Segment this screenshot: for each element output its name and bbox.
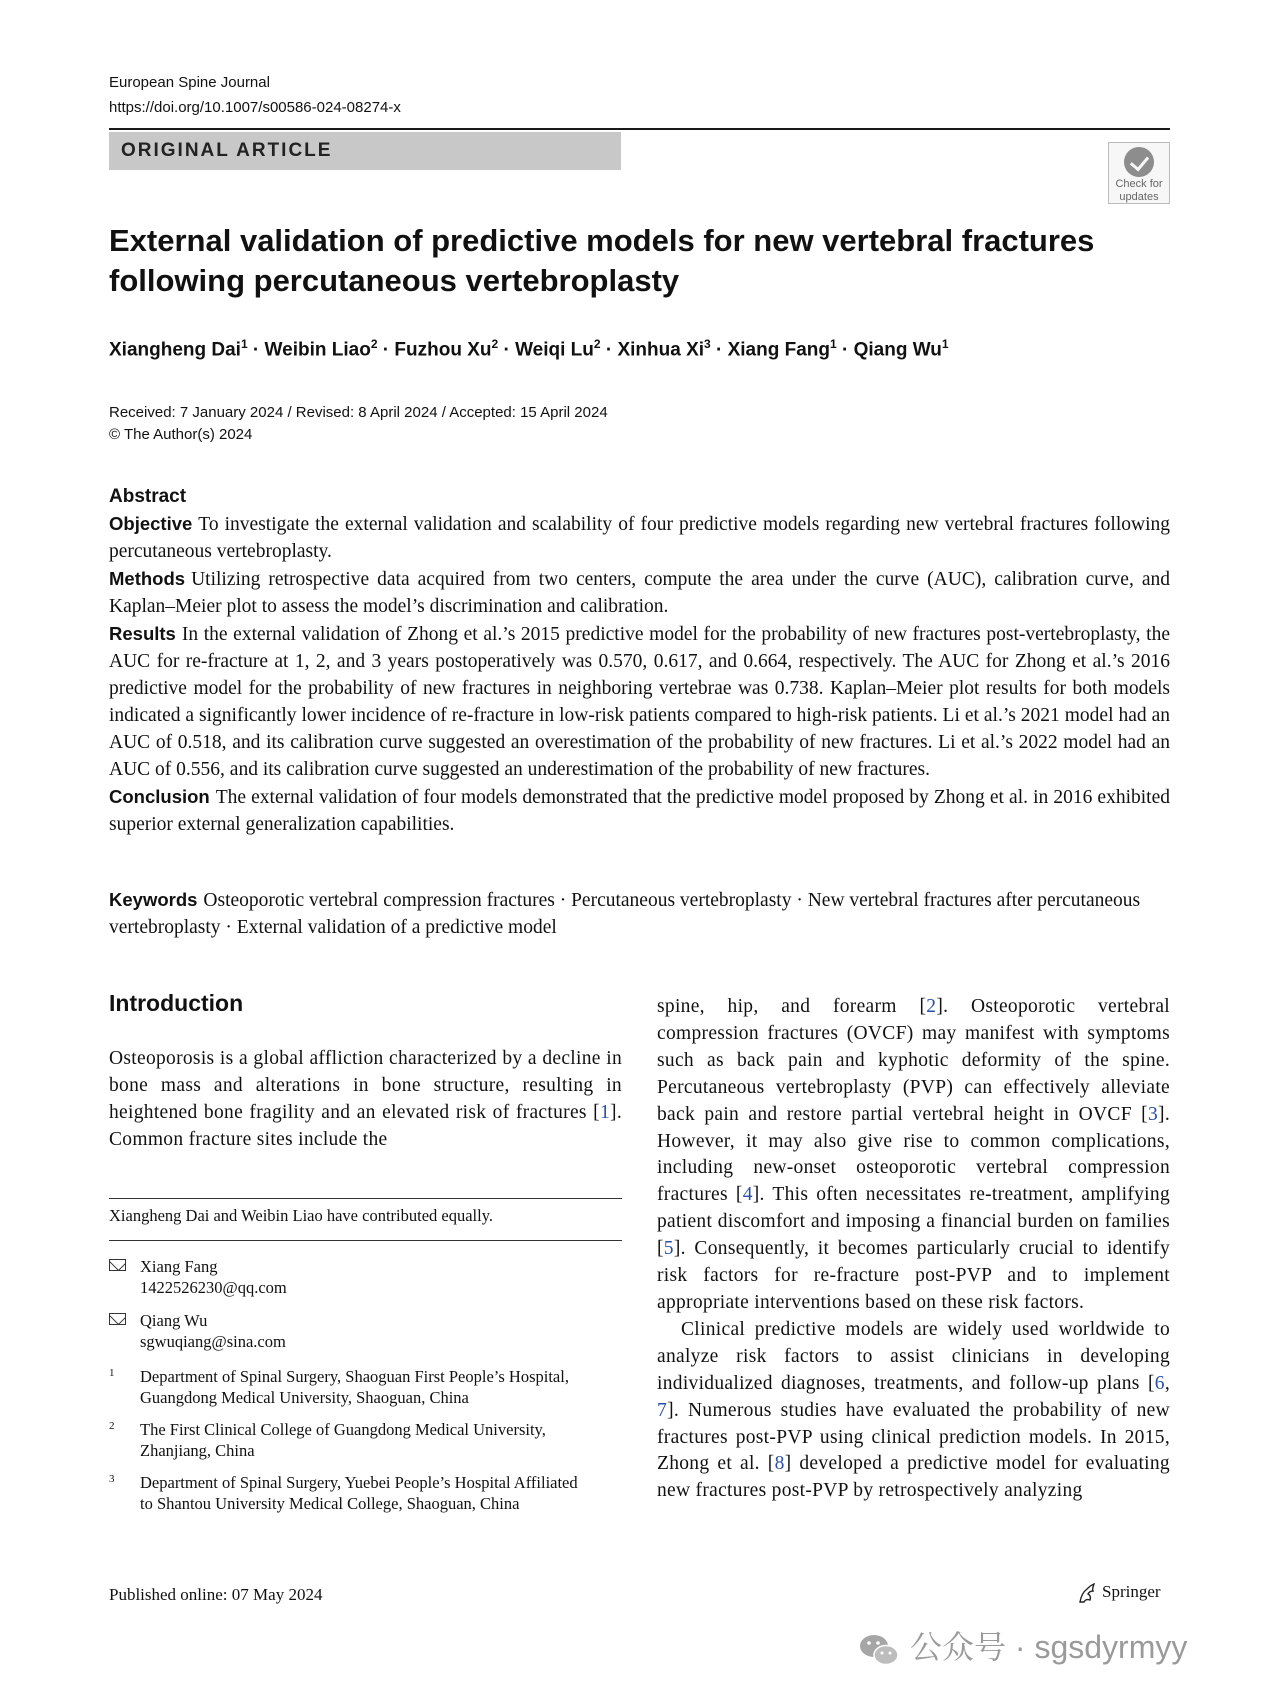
objective-text: To investigate the external validation and scalability of four predictive models regarding new vertebral fractures following percutaneous vertebroplasty. [109, 514, 1170, 562]
springer-logo [1076, 1582, 1161, 1604]
citation-link[interactable]: 7 [657, 1399, 668, 1421]
envelope-icon [109, 1259, 126, 1271]
watermark [858, 1622, 1187, 1668]
author-affiliation-mark: 2 [370, 337, 378, 351]
contact-name: Xiang Fang [140, 1257, 218, 1276]
title-line-1: External validation of predictive models for new vertebral fractures [109, 223, 1095, 258]
published-online: Published online: 07 May 2024 [109, 1585, 323, 1604]
journal-header [109, 70, 401, 120]
footnote-rule [109, 1198, 622, 1199]
conclusion-label: Conclusion [109, 786, 210, 807]
author-list: Xiangheng Dai$^1$ · Weibin Liao$^2$ · Fuzhou $Xu^2$ · Weiqi $Lu^2$ · Xinhua $Xi^3$ · Xiang Fang$^1$ · Qiang Wu$^1$ [109, 337, 949, 361]
abstract-objective [109, 510, 1170, 565]
header-rule [109, 128, 1170, 130]
affiliation-number: 3 [109, 1473, 115, 1485]
author-name[interactable]: Weibin Liao [264, 339, 371, 361]
author-name[interactable]: Xiang Fang [727, 339, 831, 361]
methods-text: Utilizing retrospective data acquired from two centers, compute the area under the curve (AUC), calibration curve, and Kaplan–Meier plot to assess the model’s discrimination and calibration. [109, 569, 1170, 617]
intro-left-column [109, 1045, 622, 1153]
publication-dates [109, 402, 608, 446]
intro-text: ]. Osteoporotic vertebral compression fractures (OVCF) may manifest with symptoms such as back pain and kyphotic deformity of the spine. Percutaneous vertebroplasty (PVP) can effectively alleviate back pain and restore partial vertebral height in OVCF [ [657, 996, 1170, 1125]
keywords-text: Osteoporotic vertebral compression fractures · Percutaneous vertebroplasty · New vertebral fractures after percutaneous vertebroplasty · External validation of a predictive model [109, 890, 1141, 938]
citation-link[interactable]: 2 [926, 996, 937, 1017]
introduction-heading: Introduction [109, 990, 244, 1016]
watermark-text: 公众号 · sgsdyrmyy [910, 1629, 1188, 1665]
citation-separator: , [1164, 1372, 1170, 1394]
author-affiliation-mark: 1 [240, 337, 248, 351]
copyright-line: © The Author(s) 2024 [109, 426, 253, 443]
results-label: Results [109, 623, 176, 644]
affiliation-text: The First Clinical College of Guangdong Medical University, Zhanjiang, China [140, 1420, 546, 1460]
intro-text: ]. Consequently, it becomes particularly crucial to identify risk factors for re-fracture post-PVP and to implement appropriate interventions based on these risk factors. [657, 1238, 1170, 1313]
affiliation-text: Department of Spinal Surgery, Yuebei People’s Hospital Affiliated to Shantou University Medical College, Shaoguan, China [140, 1473, 578, 1513]
conclusion-text: The external validation of four models demonstrated that the predictive model proposed by Zhong et al. in 2016 exhibited superior external generalization capabilities. [109, 787, 1170, 835]
author-affiliation-mark: 2 [593, 337, 601, 351]
springer-label: Springer [1102, 1582, 1161, 1601]
check-updates-label-2: updates [1119, 191, 1159, 203]
contact-email[interactable]: sgwuqiang@sina.com [140, 1332, 286, 1351]
footnote-rule [109, 1240, 622, 1241]
intro-text: Clinical predictive models are widely used worldwide to analyze risk factors to assist clinicians in developing individualized diagnoses, treatments, and follow-up plans [ [657, 1318, 1170, 1394]
author-name[interactable]: Xinhua Xi [617, 339, 705, 361]
abstract-results [109, 620, 1170, 783]
objective-label: Objective [109, 513, 193, 534]
abstract-conclusion [109, 783, 1170, 838]
citation-link[interactable]: 8 [774, 1453, 785, 1475]
author-affiliation-mark: 1 [941, 337, 949, 351]
author-affiliation-mark: 1 [830, 337, 837, 351]
article-type-banner: ORIGINAL ARTICLE [109, 132, 621, 170]
methods-label: Methods [109, 568, 186, 589]
keywords-label: Keywords [109, 889, 198, 910]
keywords [109, 886, 1170, 941]
check-for-updates-badge[interactable] [1108, 142, 1170, 204]
equal-contribution-note: Xiangheng Dai and Weibin Liao have contributed equally. [109, 1206, 494, 1225]
envelope-icon [109, 1313, 126, 1325]
corresponding-author [109, 1256, 287, 1298]
author-affiliation-mark: 3 [704, 337, 711, 351]
author-name[interactable]: Qiang Wu [853, 339, 942, 361]
citation-link[interactable]: 5 [663, 1238, 674, 1260]
citation-link[interactable]: 6 [1154, 1372, 1165, 1394]
intro-text: ]. Common fracture sites include the [109, 1102, 622, 1150]
doi-link[interactable]: https://doi.org/10.1007/s00586-024-08274-x [109, 99, 401, 116]
affiliation [109, 1472, 590, 1514]
author-affiliation-mark: 2 [491, 337, 499, 351]
intro-text: spine, hip, and forearm [ [657, 996, 927, 1017]
title-line-2: following percutaneous vertebroplasty [109, 263, 680, 298]
citation-link[interactable]: 1 [599, 1102, 611, 1123]
intro-text: ] developed a predictive model for evaluating new fractures post-PVP by retrospectively analyzing [657, 1453, 1170, 1502]
intro-right-column [657, 994, 1170, 1505]
abstract-heading: Abstract [109, 486, 187, 507]
intro-text: ]. However, it may also give rise to common complications, including new-onset osteoporotic vertebral compression fractures [ [657, 1103, 1170, 1206]
affiliation [109, 1366, 590, 1408]
corresponding-author [109, 1310, 286, 1352]
author-name[interactable]: Fuzhou Xu [394, 339, 492, 361]
intro-text: ]. This often necessitates re-treatment, amplifying patient discomfort and imposing a financial burden on families [ [657, 1184, 1170, 1260]
springer-horse-icon [1076, 1582, 1098, 1604]
contact-email[interactable]: 1422526230@qq.com [140, 1278, 287, 1297]
intro-paragraph [657, 994, 1170, 1317]
check-updates-icon [1124, 147, 1154, 177]
intro-paragraph [657, 1317, 1170, 1505]
journal-name: European Spine Journal [109, 74, 270, 91]
intro-text: ]. Numerous studies have evaluated the probability of new fractures post-PVP using clinical prediction models. In 2015, Zhong et al. [ [657, 1399, 1170, 1475]
intro-text: Osteoporosis is a global affliction characterized by a decline in bone mass and alterations in bone structure, resulting in heightened bone fragility and an elevated risk of fractures [ [109, 1048, 622, 1123]
article-title [109, 221, 1109, 301]
abstract [109, 483, 1170, 838]
affiliation-text: Department of Spinal Surgery, Shaoguan First People’s Hospital, Guangdong Medical University, Shaoguan, China [140, 1367, 569, 1407]
check-updates-label-1: Check for [1115, 178, 1163, 190]
wechat-icon [858, 1632, 900, 1668]
author-name[interactable]: Weiqi Lu [515, 339, 594, 361]
contact-name: Qiang Wu [140, 1311, 208, 1330]
author-name[interactable]: Xiangheng Dai [109, 339, 241, 361]
affiliation-number: 2 [109, 1420, 115, 1432]
citation-link[interactable]: 4 [742, 1184, 753, 1206]
affiliation-number: 1 [109, 1367, 115, 1379]
affiliation [109, 1419, 590, 1461]
received-revised-accepted: Received: 7 January 2024 / Revised: 8 April 2024 / Accepted: 15 April 2024 [109, 404, 608, 421]
results-text: In the external validation of Zhong et al.’s 2015 predictive model for the probability of new fractures post-vertebroplasty, the AUC for re-fracture at 1, 2, and 3 years postoperatively was 0.570, 0.617, and 0.664, respectively. The AUC for Zhong et al.’s 2016 predictive model for the probability of new fractures in neighboring vertebrae was 0.738. Kaplan–Meier plot results for both models indicated a significantly lower incidence of re-fracture in low-risk patients compared to high-risk patients. Li et al.’s 2021 model had an AUC of 0.518, and its calibration curve suggested an overestimation of the probability of new fractures. Li et al.’s 2022 model had an AUC of 0.556, and its calibration curve suggested an underestimation of the probability of new fractures. [109, 624, 1170, 780]
citation-link[interactable]: 3 [1147, 1103, 1159, 1125]
abstract-methods [109, 565, 1170, 620]
